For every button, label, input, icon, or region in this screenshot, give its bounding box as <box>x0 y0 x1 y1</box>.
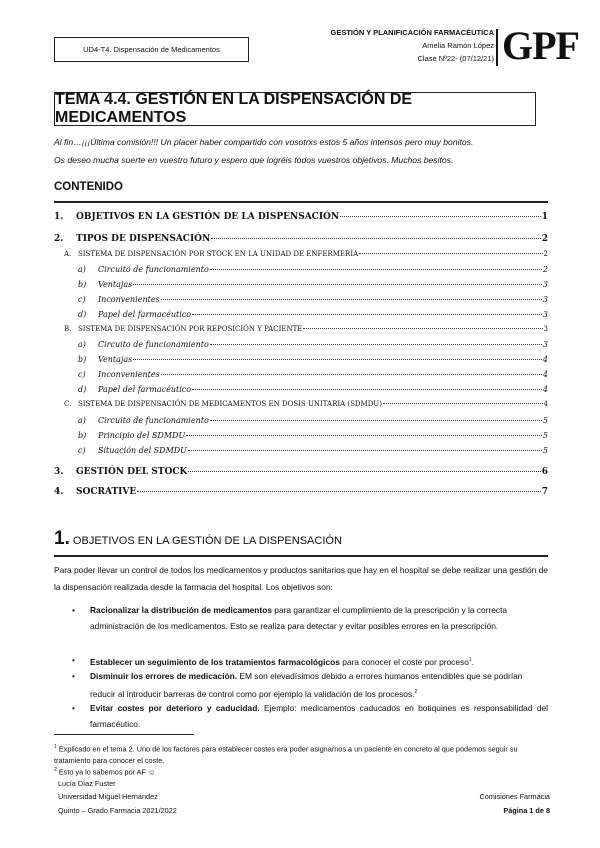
footer-university: Universidad Miguel Hernández <box>58 792 158 801</box>
toc-label: Inconvenientes <box>98 370 160 379</box>
toc-entry[interactable] <box>54 280 548 289</box>
toc-page: 3 <box>542 295 548 304</box>
toc-leader <box>210 269 542 270</box>
toc-entry[interactable] <box>54 467 548 477</box>
toc-leader <box>383 403 543 404</box>
toc-leader <box>161 299 542 300</box>
toc-page: 4 <box>543 400 548 408</box>
toc-page: 5 <box>542 446 548 455</box>
toc-entry[interactable] <box>54 295 548 304</box>
toc-page: 7 <box>541 487 548 497</box>
section-number: 1. <box>54 528 70 549</box>
toc-leader <box>186 435 542 436</box>
toc-page: 5 <box>542 431 548 440</box>
toc-number: A. <box>64 250 72 258</box>
bullet-item: • Disminuir los errores de medicación. EM son elevadísimos debido a errores humanos entendibles que se podrían reducir al introducir barreras de control como por ejemplo la validación de los procesos.$^2$ <box>72 671 523 699</box>
toc-number: 4. <box>54 487 64 497</box>
toc-entry[interactable] <box>54 325 548 333</box>
bullet-item: • Racionalizar la distribución de medicamentos para garantizar el cumplimiento de la prescripción y la correcta administración de los medicamentos. Esto se realiza para detectar y evitar posibles errores en la prescripción. <box>72 605 508 631</box>
toc-label: Inconvenientes <box>98 295 160 304</box>
toc-page: 3 <box>542 280 548 289</box>
toc-label: SOCRATIVE <box>76 487 137 497</box>
footnote-text: Esto ya lo sabemos por AF ☺ <box>58 767 156 777</box>
bullet-item: • Evitar costes por deterioro y caducidad. Ejemplo: medicamentos caducados en botiquines es responsabilidad del farmacéutico. <box>72 703 548 729</box>
toc-page: 2 <box>541 234 548 244</box>
toc-number: d) <box>78 310 87 319</box>
bullet-bold: Establecer un seguimiento de los tratamientos farmacológicos <box>90 656 340 667</box>
toc-page: 1 <box>541 212 548 222</box>
footnote-number: 2 <box>54 767 57 773</box>
gpf-logo: GPF <box>502 23 579 68</box>
bullet-item: • Establecer un seguimiento de los tratamientos farmacológicos para conocer el coste por proceso$^1$. <box>72 655 474 667</box>
toc-leader <box>211 238 540 239</box>
toc-number: C. <box>64 400 72 408</box>
toc-entry[interactable] <box>54 234 548 244</box>
toc-label: Papel del farmacéutico <box>98 310 192 319</box>
toc-leader <box>210 420 542 421</box>
toc-leader <box>340 216 541 217</box>
footnote-ref[interactable]: 2 <box>414 688 418 695</box>
toc-label: Ventajas <box>98 355 133 364</box>
toc-page: 3 <box>542 310 548 319</box>
toc-entry[interactable] <box>54 370 548 379</box>
page-title: TEMA 4.4. GESTIÓN EN LA DISPENSACIÓN DE MEDICAMENTOS <box>55 91 413 126</box>
bullet-text: EM son elevadísimos debido a errores humanos entendibles que se podrían reducir al introducir barreras de control como por ejemplo la validación de los procesos. <box>90 671 523 699</box>
toc-entry[interactable] <box>54 212 548 222</box>
toc-leader <box>188 450 542 451</box>
toc-entry[interactable] <box>54 487 548 497</box>
toc-label: Principio del SDMDU <box>98 431 186 440</box>
toc-leader <box>137 491 541 492</box>
intro-line-1: Al fin…¡¡¡Última comisión!!! Un placer haber compartido con vosotrxs estos 5 años intensos pero muy bonitos. <box>54 137 474 147</box>
toc-number: c) <box>78 295 86 304</box>
footer-author: Lucía Díaz Fuster <box>58 779 116 788</box>
toc-number: 2. <box>54 234 64 244</box>
footnote-rule <box>54 734 194 735</box>
unit-label-box <box>54 37 249 62</box>
toc-number: B. <box>64 325 72 333</box>
toc-number: a) <box>78 265 86 274</box>
footer-course: Quinto – Grado Farmacia 2021/2022 <box>58 806 177 815</box>
footer-right-label: Comisiones Farmacia <box>479 792 550 801</box>
toc-leader <box>188 471 540 472</box>
toc-leader <box>210 344 542 345</box>
page-title-box <box>54 92 536 126</box>
toc-label: Circuito de funcionamiento <box>98 340 209 349</box>
toc-number: c) <box>78 446 86 455</box>
toc-entry[interactable] <box>54 431 548 440</box>
toc-entry[interactable] <box>54 355 548 364</box>
toc-page: 4 <box>542 370 548 379</box>
unit-label: UD4-T4. Dispensación de Medicamentos <box>83 45 220 54</box>
toc-leader <box>192 389 542 390</box>
toc-label: SISTEMA DE DISPENSACIÓN POR REPOSICIÓN Y PACIENTE <box>78 325 303 333</box>
intro-line-2: Os deseo mucha suerte en vuestro futuro y espero que logréis todos vuestros objetivos. Muchos besitos. <box>54 155 454 165</box>
contents-heading: CONTENIDO <box>54 181 123 193</box>
toc-label: Situación del SDMDU <box>98 446 187 455</box>
toc-page: 5 <box>542 416 548 425</box>
toc-page: 4 <box>542 355 548 364</box>
toc-page: 4 <box>542 385 548 394</box>
toc-number: a) <box>78 416 86 425</box>
toc-page: 6 <box>541 467 548 477</box>
toc-label: Ventajas <box>98 280 133 289</box>
toc-entry[interactable] <box>54 250 548 258</box>
toc-label: Circuito de funcionamiento <box>98 416 209 425</box>
professor-name: Amelia Ramón López <box>422 41 494 50</box>
bullet-text: Ejemplo: medicamentos caducados en botiquines es responsabilidad del farmacéutico. <box>90 703 548 729</box>
contents-rule <box>54 201 548 203</box>
toc-label: TIPOS DE DISPENSACIÓN <box>76 234 211 244</box>
toc-entry[interactable] <box>54 310 548 319</box>
bullet-bold: Disminuir los errores de medicación. <box>90 671 238 681</box>
toc-number: a) <box>78 340 86 349</box>
toc-label: Circuito de funcionamiento <box>98 265 209 274</box>
toc-leader <box>161 374 542 375</box>
section-title: OBJETIVOS EN LA GESTIÓN DE LA DISPENSACIÓN <box>72 535 342 547</box>
toc-leader <box>303 328 542 329</box>
toc-number: 3. <box>54 467 64 477</box>
toc-number: 1. <box>54 212 64 222</box>
toc-entry[interactable] <box>54 416 548 425</box>
header-divider <box>496 29 498 66</box>
toc-number: b) <box>78 431 87 440</box>
toc-number: c) <box>78 370 86 379</box>
footer-page-number: Página 1 de 8 <box>503 806 550 815</box>
toc-entry[interactable] <box>54 385 548 394</box>
subject-name: GESTIÓN Y PLANIFICACIÓN FARMACÉUTICA <box>330 28 494 37</box>
footnote-2 <box>54 767 156 776</box>
bullet-text: para conocer el coste por proceso <box>339 656 469 667</box>
toc-leader <box>133 359 542 360</box>
toc-label: Papel del farmacéutico <box>98 385 192 394</box>
toc-number: b) <box>78 280 87 289</box>
footnote-ref[interactable]: 1 <box>468 657 472 663</box>
bullet-bold: Racionalizar la distribución de medicamentos <box>90 605 272 615</box>
toc-entry[interactable] <box>54 400 548 408</box>
footnote-number: 1 <box>54 744 57 750</box>
section-heading <box>54 528 342 550</box>
toc-page: 3 <box>542 340 548 349</box>
toc-entry[interactable] <box>54 265 548 274</box>
class-info: Clase Nº22- (07/12/21) <box>417 54 494 63</box>
toc-leader <box>359 253 542 254</box>
toc-page: 2 <box>543 250 548 258</box>
toc-label: SISTEMA DE DISPENSACIÓN POR STOCK EN LA UNIDAD DE ENFERMERÍA <box>78 250 359 258</box>
toc-entry[interactable] <box>54 340 548 349</box>
toc-entry[interactable] <box>54 446 548 455</box>
toc-label: OBJETIVOS EN LA GESTIÓN DE LA DISPENSACIÓN <box>76 212 340 222</box>
toc-label: GESTIÓN DEL STOCK <box>76 467 188 477</box>
toc-number: d) <box>78 385 87 394</box>
toc-number: b) <box>78 355 87 364</box>
section-rule <box>54 555 548 557</box>
bullet-text: para garantizar el cumplimiento de la prescripción y la correcta administración de los medicamentos. Esto se realiza para detectar y evitar posibles errores en la prescripción. <box>90 605 508 631</box>
toc-leader <box>133 284 542 285</box>
section-paragraph: Para poder llevar un control de todos los medicamentos y productos sanitarios que hay en el hospital se debe realizar una gestión de la dispensación realizada desde la farmacia del hospital. Los objetivos son: <box>54 565 548 592</box>
toc-label: SISTEMA DE DISPENSACIÓN DE MEDICAMENTOS EN DOSIS UNITARIA (SDMDU) <box>78 400 382 408</box>
footnote-text: Explicado en el tema 2. Uno de los factores para establecer costes era poder asignarnos a un paciente en concreto al que podemos seguir su tratamiento para conocer el coste. <box>54 744 518 766</box>
toc-leader <box>192 314 542 315</box>
toc-page: 2 <box>542 265 548 274</box>
toc-page: 3 <box>543 325 548 333</box>
bullet-bold: Evitar costes por deterioro y caducidad. <box>90 703 260 713</box>
footnote-1 <box>54 741 548 767</box>
